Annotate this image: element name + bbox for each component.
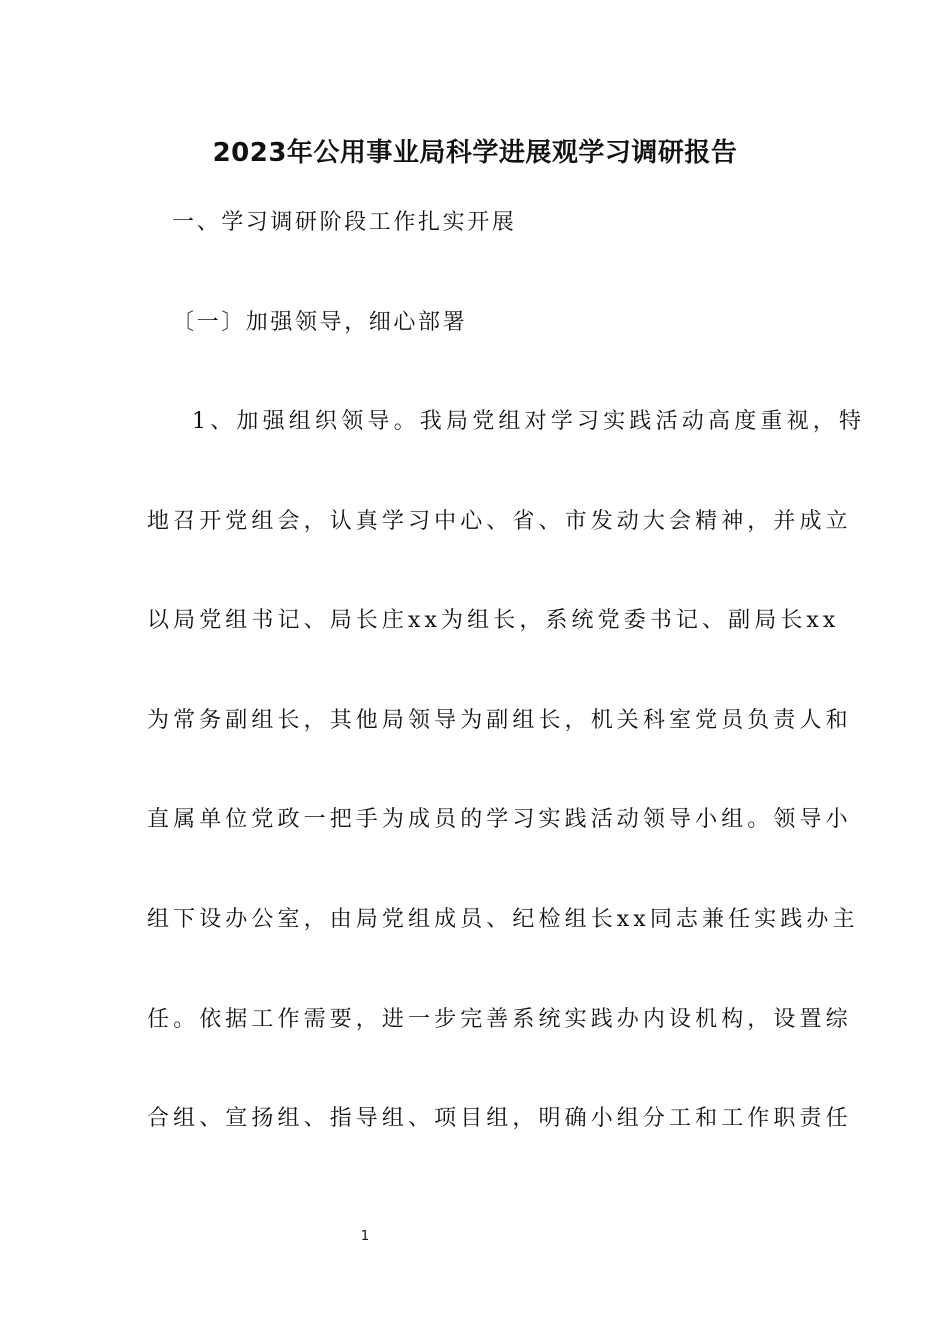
paragraph-line-4: 为常务副组长，其他局领导为副组长，机关科室党员负责人和 (147, 708, 852, 733)
page-number: 1 (360, 1229, 370, 1244)
paragraph-line-2: 地召开党组会，认真学习中心、省、市发动大会精神，并成立 (147, 509, 852, 534)
paragraph-line-1: 1、加强组织领导。我局党组对学习实践活动高度重视，特 (192, 409, 866, 434)
paragraph-line-6: 组下设办公室，由局党组成员、纪检组长xx同志兼任实践办主 (147, 907, 859, 932)
subsection-heading-1: 〔一〕加强领导，细心部署 (172, 310, 468, 335)
section-heading-1: 一、学习调研阶段工作扎实开展 (172, 210, 517, 235)
paragraph-line-7: 任。依据工作需要，进一步完善系统实践办内设机构，设置综 (147, 1007, 852, 1032)
document-title: 2023年公用事业局科学进展观学习调研报告 (212, 138, 738, 168)
paragraph-line-3: 以局党组书记、局长庄xx为组长，系统党委书记、副局长xx (147, 608, 840, 633)
paragraph-line-8: 合组、宣扬组、指导组、项目组，明确小组分工和工作职责任 (147, 1106, 852, 1131)
paragraph-line-5: 直属单位党政一把手为成员的学习实践活动领导小组。领导小 (147, 807, 852, 832)
